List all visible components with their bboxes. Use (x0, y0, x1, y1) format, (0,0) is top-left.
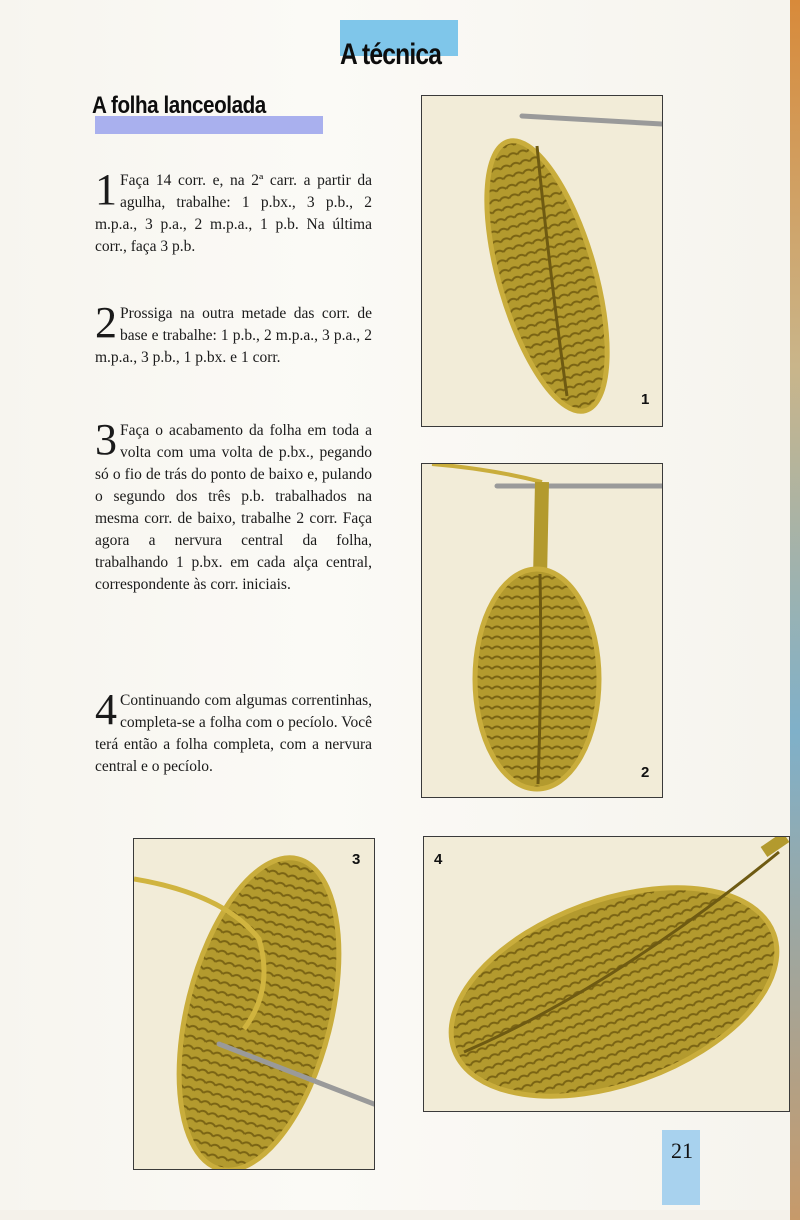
section-title (340, 20, 458, 71)
leaf-photo-icon (422, 96, 662, 426)
photo-label: 3 (352, 851, 361, 868)
step-text: Prossiga na outra metade das corr. de base e trabalhe: 1 p.b., 2 m.p.a., 3 p.a., 2 m.p.a., 3 p.b., 1 p.bx. e 1 corr. (95, 305, 372, 366)
step-number: 3 (95, 415, 117, 464)
leaf-photo-icon (424, 837, 789, 1111)
subtitle (92, 92, 324, 142)
step-text: Faça 14 corr. e, na 2ª carr. a partir da agulha, trabalhe: 1 p.bx., 3 p.b., 2 m.p.a., 3 p.a., 2 m.p.a., 1 p.b. Na última corr., faça 3 p.b. (95, 172, 372, 255)
subtitle-text: A folha lanceolada (92, 92, 266, 119)
photo-label: 1 (641, 391, 650, 408)
photo-label: 2 (641, 764, 650, 781)
leaf-photo-icon (422, 464, 662, 797)
leaf-photo-icon (134, 839, 374, 1169)
photo-step-4 (423, 836, 790, 1112)
step-number: 2 (95, 298, 117, 347)
page-number-tab (662, 1130, 700, 1205)
step-3 (95, 415, 372, 596)
step-2 (95, 298, 372, 369)
step-1 (95, 165, 372, 258)
step-number: 4 (95, 685, 117, 734)
photo-label: 4 (434, 851, 443, 868)
step-4 (95, 685, 372, 778)
page-edge (790, 0, 800, 1220)
step-text: Faça o acabamento da folha em toda a volta com uma volta de p.bx., pegando só o fio de trás do ponto de baixo e, pulando o segundo dos três p.b. trabalhados na mesma corr. de baixo, trabalhe 2 corr. Faça agora a nervura central da folha, trabalhando 1 p.bx. em cada alça central, correspondente às corr. iniciais. (95, 422, 372, 593)
page-title: A técnica (340, 38, 442, 71)
step-text: Continuando com algumas correntinhas, completa-se a folha com o pecíolo. Você terá então a folha completa, com a nervura central e o pecíolo. (95, 692, 372, 775)
photo-step-1 (421, 95, 663, 427)
step-number: 1 (95, 165, 117, 214)
photo-step-3 (133, 838, 375, 1170)
photo-step-2 (421, 463, 663, 798)
page-number: 21 (671, 1138, 693, 1163)
